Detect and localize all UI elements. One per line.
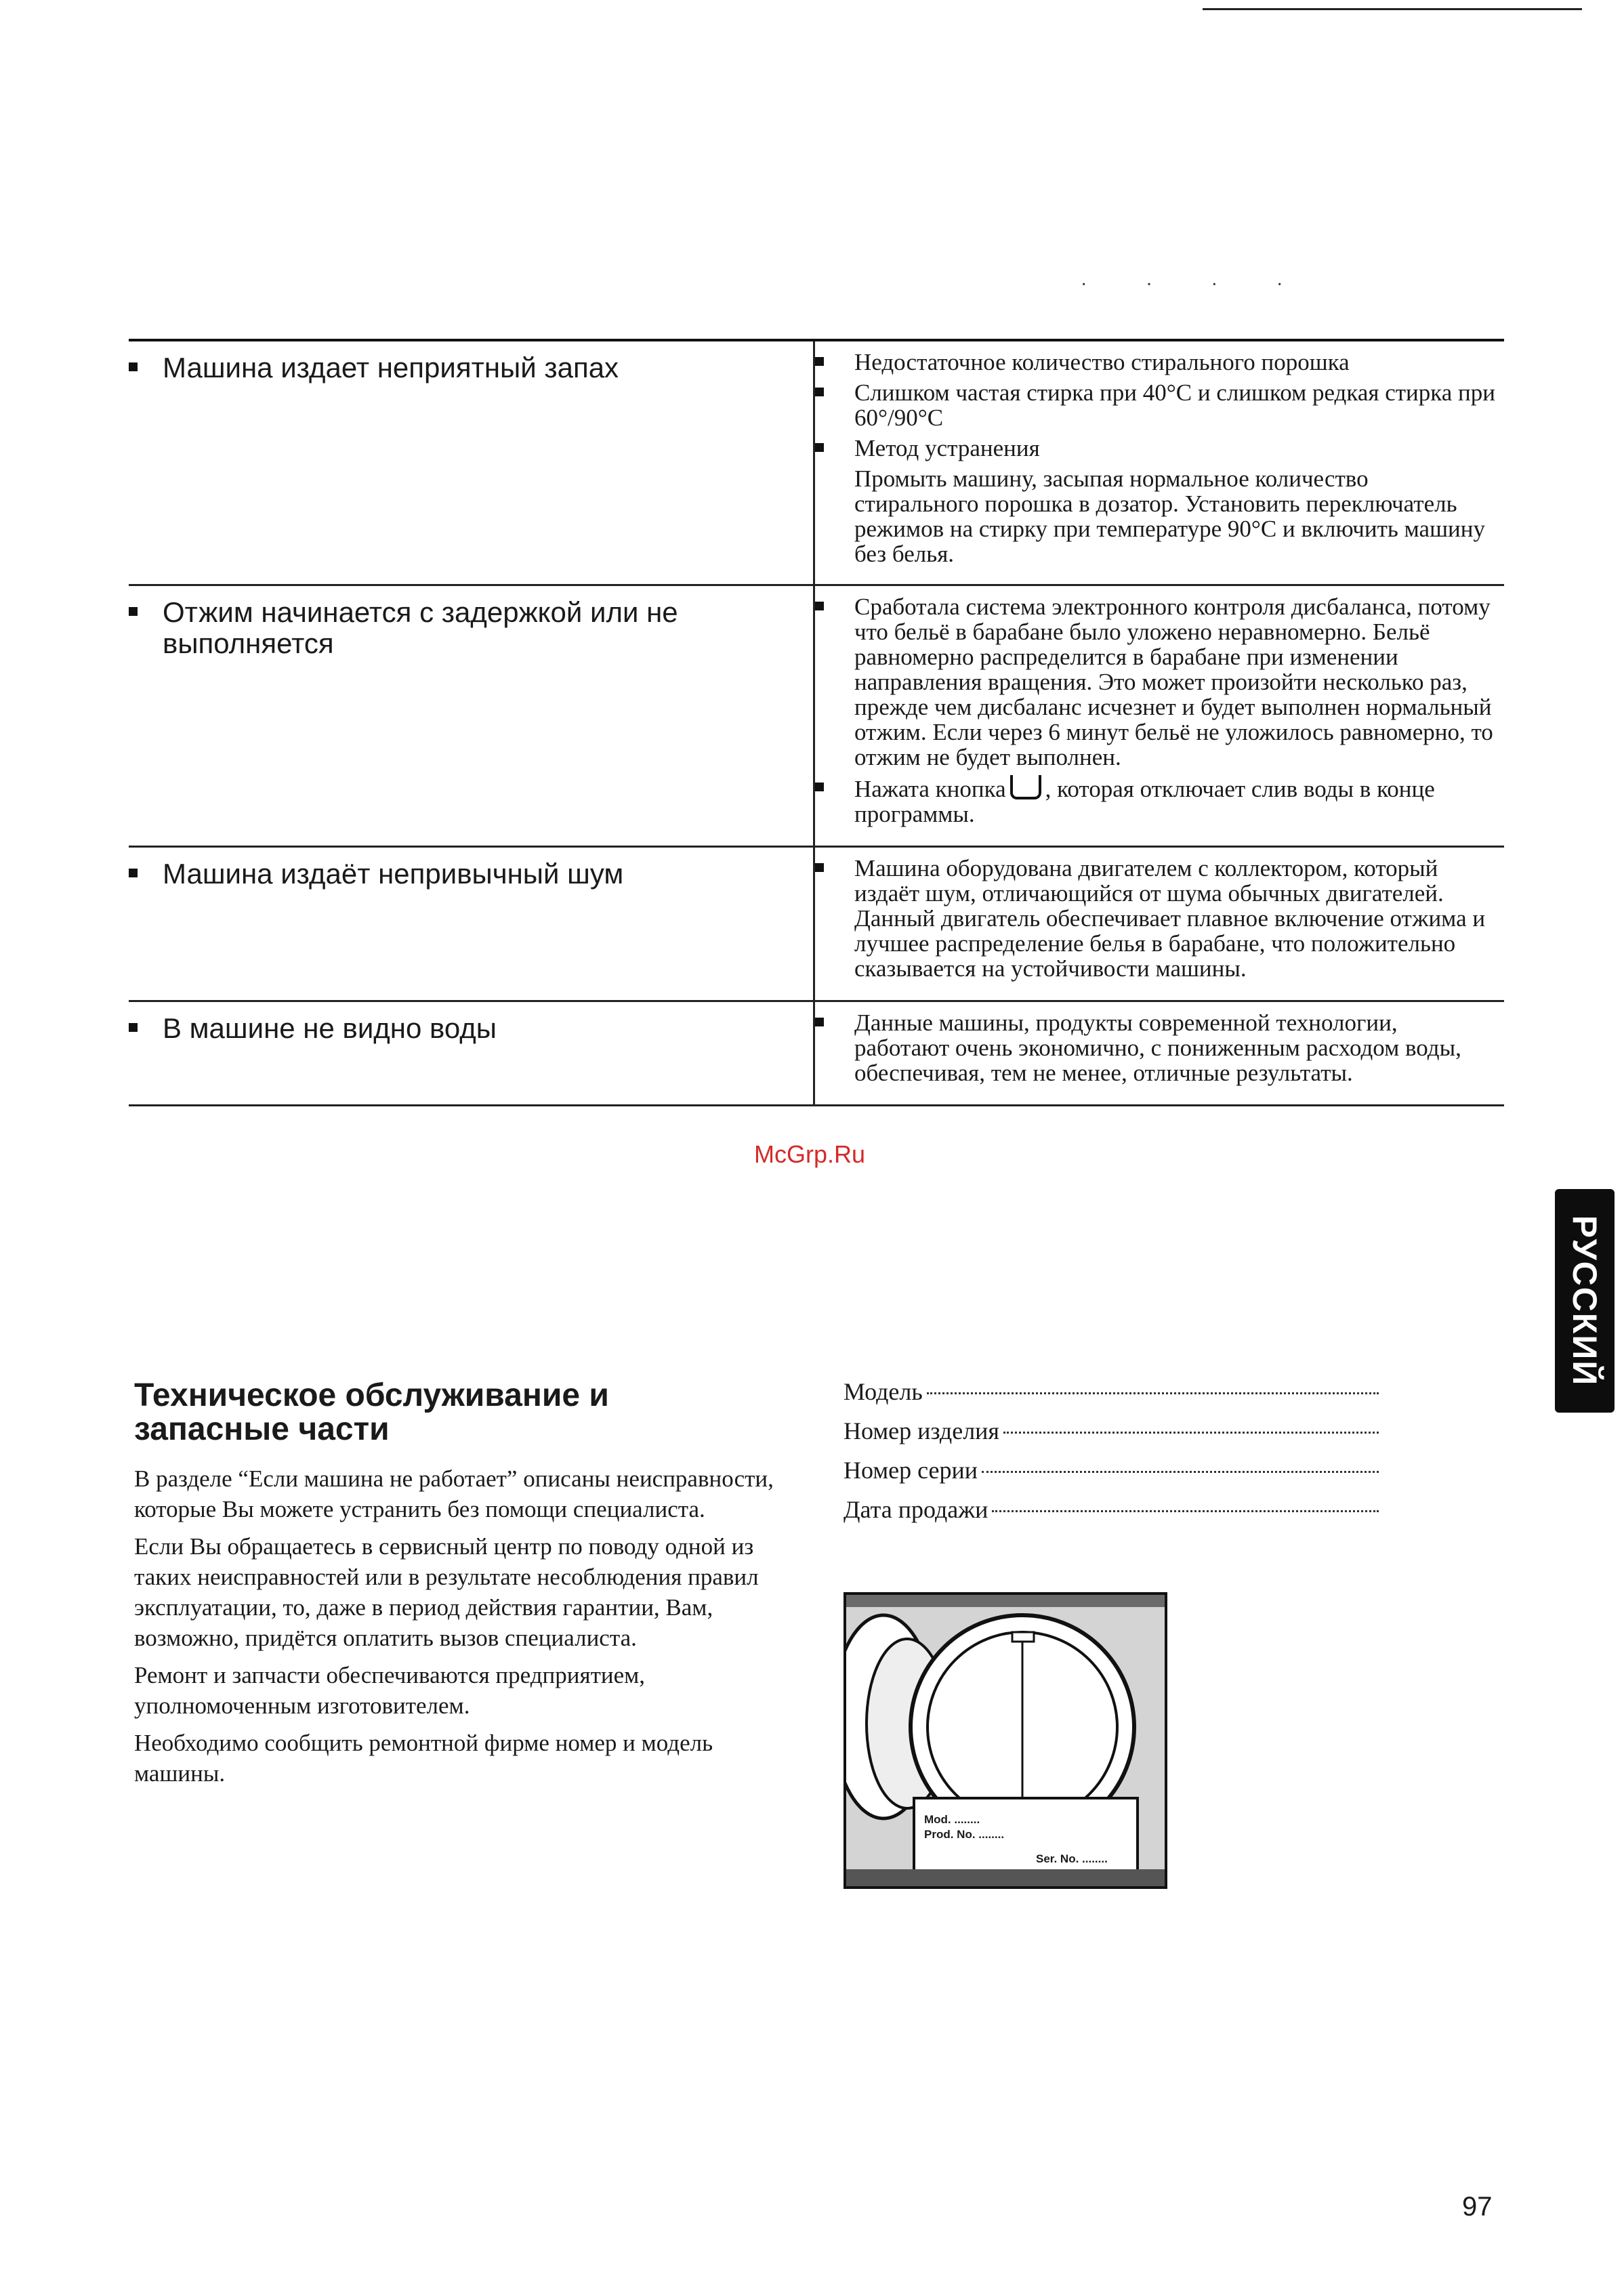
- cause-text: Слишком частая стирка при 40°С и слишком редкая стирка при 60°/90°С: [854, 379, 1495, 431]
- table-row: [129, 1000, 1504, 1106]
- table-row: [129, 584, 1504, 846]
- cause-text: Недостаточное количество стирального порошка: [854, 349, 1350, 375]
- decorative-dots: · · · ·: [1081, 274, 1310, 295]
- table-row: [129, 339, 1504, 584]
- bullet-icon: [815, 1010, 854, 1085]
- table-row: [129, 846, 1504, 1000]
- cause-text: Нажата кнопка: [854, 776, 1006, 802]
- problem-text: В машине не видно воды: [163, 1012, 497, 1044]
- cause-text: Данные машины, продукты современной технологии, работают очень экономично, с пониженным расходом воды, обеспечивая, тем не менее, отличные результаты.: [854, 1009, 1461, 1086]
- watermark: McGrp.Ru: [754, 1140, 866, 1168]
- remedy-text: Промыть машину, засыпая нормальное количество стирального порошка в дозатор. Установить переключатель режимов на стирку при температуре 90°С и включить машину без белья.: [854, 465, 1485, 567]
- model-field: Модель: [844, 1372, 1379, 1411]
- paragraph: Если Вы обращаетесь в сервисный центр по поводу одной из таких неисправностей или в результате несоблюдения правил эксплуатации, то, даже в период действия гарантии, Вам, возможно, придётся оплатить вызов специалиста.: [134, 1533, 759, 1651]
- plate-product-label: Prod. No. ........: [924, 1828, 1005, 1841]
- rating-plate-illustration: [844, 1592, 1167, 1889]
- bullet-icon: [815, 775, 854, 827]
- washer-door-drawing: [846, 1595, 1165, 1886]
- plate-serial-label: Ser. No. ........: [1036, 1852, 1108, 1865]
- top-rule: [1203, 8, 1582, 10]
- product-number-field: Номер изделия: [844, 1411, 1379, 1451]
- cause-text: Машина оборудована двигателем с коллектором, который издаёт шум, отличающийся от шума обычных двигателей. Данный двигатель обеспечивает плавное включение отжима и лучшее распределение белья в барабане, что положительно сказывается на устойчивости машины.: [854, 855, 1486, 982]
- bullet-icon: [815, 856, 854, 981]
- plate-model-label: Mod. ........: [924, 1813, 980, 1826]
- cause-text: Метод устранения: [854, 435, 1040, 461]
- paragraph: В разделе “Если машина не работает” описаны неисправности, которые Вы можете устранить без помощи специалиста.: [134, 1465, 774, 1522]
- machine-info-fields: [844, 1372, 1379, 1529]
- sale-date-field: Дата продажи: [844, 1490, 1379, 1529]
- language-tab-label: РУССКИЙ: [1566, 1215, 1604, 1387]
- bullet-icon: [129, 858, 163, 890]
- problem-text: Отжим начинается с задержкой или не выполняется: [163, 596, 678, 659]
- bullet-icon: [815, 594, 854, 770]
- cause-text: Сработала система электронного контроля дисбаланса, потому что бельё в барабане было уложено неравномерно. Бельё равномерно распределится в барабане при изменении направления вращения. Это может произойти несколько раз, прежде чем дисбаланс исчезнет и будет выполнен нормальный отжим. Если через 6 минут бельё не уложилось равномерно, то отжим не будет выполнен.: [854, 594, 1493, 770]
- language-tab: [1555, 1189, 1615, 1413]
- cause-text: , которая отключает слив воды в конце программы.: [854, 776, 1435, 827]
- bullet-icon: [129, 597, 163, 659]
- drain-off-button-icon: [1010, 775, 1041, 799]
- section-title: Техническое обслуживание и запасные части: [134, 1377, 609, 1447]
- bullet-icon: [815, 380, 854, 430]
- page-number: 97: [1462, 2192, 1493, 2222]
- problem-text: Машина издаёт непривычный шум: [163, 858, 624, 890]
- bullet-icon: [815, 350, 854, 375]
- section-body: [134, 1463, 805, 1795]
- serial-number-field: Номер серии: [844, 1451, 1379, 1490]
- paragraph: Необходимо сообщить ремонтной фирме номер и модель машины.: [134, 1730, 713, 1787]
- bullet-icon: [815, 436, 854, 461]
- bullet-icon: [129, 1013, 163, 1044]
- problem-text: Машина издает неприятный запах: [163, 352, 619, 383]
- paragraph: Ремонт и запчасти обеспечиваются предприятием, уполномоченным изготовителем.: [134, 1662, 646, 1719]
- troubleshooting-table: [129, 339, 1504, 1106]
- bullet-icon: [129, 352, 163, 383]
